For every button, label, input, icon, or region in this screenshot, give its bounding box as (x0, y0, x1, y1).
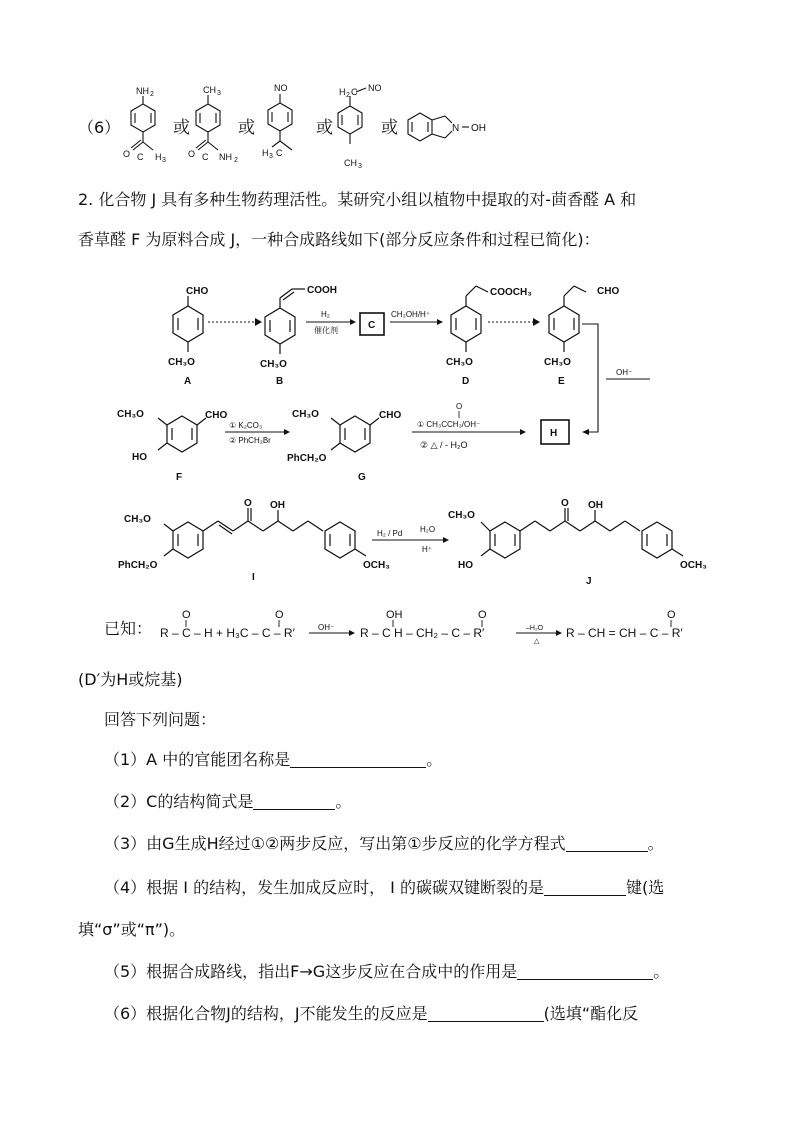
q2-line2: 香草醛 F 为原料合成 J，一种合成路线如下(部分反应条件和过程已简化)： (78, 230, 600, 249)
arrow-fg-head (284, 429, 290, 435)
f-oh: HO (132, 452, 147, 463)
compound-d (451, 286, 488, 352)
q2-line1: 2. 化合物 J 具有多种生物药理活性。某研究小组以植物中提取的对-茴香醛 A 和 (78, 190, 637, 209)
question-2: （2）C的结构简式是 。 (104, 792, 352, 811)
g-ome: CH₃O (292, 409, 319, 420)
i-o: O (244, 498, 252, 509)
answer-blank-3[interactable] (566, 835, 648, 852)
s1-bot-sub2: 3 (162, 157, 166, 164)
arrow-cd-top: CH₃OH/H⁺ (391, 310, 431, 319)
arrow-de-head (533, 318, 540, 326)
s2-bot: C (202, 152, 209, 162)
g-label: G (358, 472, 366, 483)
arrow-fg-top: ① K₂CO₃ (229, 421, 263, 430)
compound-a (173, 296, 203, 352)
note: (D′为H或烷基) (78, 670, 183, 689)
compound-g (331, 416, 379, 452)
answer-prompt: 回答下列问题： (104, 710, 217, 729)
known-eq-mid: R – C H – CH₂ – C – R′ (360, 626, 485, 640)
known-eq-right: R – CH = CH – C – R′ (566, 626, 683, 640)
d-label: D (462, 376, 470, 387)
a-label: A (184, 376, 192, 387)
e-label: E (558, 376, 565, 387)
s2-bot-r: NH (219, 152, 232, 162)
arrow-gh-top: ① CH₃CCH₃/OH⁻ (417, 420, 481, 429)
arrow-bc-top: H₂ (321, 310, 330, 319)
d-ome: CH₃O (446, 357, 473, 368)
bracket-eh-head (582, 429, 589, 435)
or-3: 或 (316, 118, 333, 138)
s1-top-sub: 2 (150, 91, 154, 98)
known-o4: O (667, 609, 676, 621)
a-ome: CH₃O (168, 357, 195, 368)
question-4-cont: 填“σ”或“π”)。 (78, 920, 186, 939)
or-4: 或 (381, 118, 398, 138)
compound-f (158, 416, 206, 452)
d-ester: COOCH₃ (490, 287, 532, 298)
s4-top-sub: 2 (346, 92, 350, 99)
b-ome: CH₃O (260, 359, 287, 370)
compound-i (164, 508, 366, 558)
answer-blank-1[interactable] (290, 751, 426, 768)
i-obn: PhCH₂O (118, 560, 158, 571)
s4-no: NO (368, 83, 382, 93)
arrow-ij-bot: H⁺ (422, 545, 432, 554)
c-label: C (368, 320, 376, 331)
s2-o: O (188, 149, 196, 159)
g-cho: CHO (379, 410, 402, 421)
f-ome: CH₃O (117, 409, 144, 420)
compound-j (481, 508, 683, 558)
a-cho: CHO (186, 286, 209, 297)
i-ome: CH₃O (124, 514, 151, 525)
arrow-eh-top: OH⁻ (616, 368, 633, 377)
or-1: 或 (173, 118, 190, 138)
j-oh: OH (588, 500, 603, 511)
f-cho: CHO (205, 410, 228, 421)
known-eq-left: R – C – H + H₃C – C – R′ (160, 626, 295, 640)
question-6: （6）根据化合物J的结构，J不能发生的反应是 (选填“酯化反 (104, 1004, 639, 1023)
s3-bot-sub: 3 (269, 153, 273, 160)
arrow-ab-head (255, 318, 262, 326)
arrow-ij-mid: H₂O (420, 525, 436, 534)
or-2: 或 (238, 118, 255, 138)
i-ome2: OCH₃ (363, 560, 390, 571)
answer-blank-2[interactable] (253, 793, 335, 810)
s4-bot: CH (344, 158, 357, 168)
j-label: J (586, 576, 592, 587)
s1-bot-sub: H (155, 152, 162, 162)
compound-b (265, 289, 305, 354)
bracket-eh (582, 324, 598, 432)
j-o: O (561, 498, 569, 509)
known-label: 已知： (104, 619, 153, 638)
j-ho: HO (458, 560, 473, 571)
s2-top: CH (203, 85, 216, 95)
e-ome: CH₃O (544, 357, 571, 368)
s1-o: O (123, 149, 131, 159)
arrow-bc-bot: 催化剂 (314, 326, 338, 335)
arrow-fg-bot: ② PhCH₂Br (229, 436, 271, 445)
j-ome2: OCH₃ (680, 560, 707, 571)
known-arrow2-bot: △ (534, 638, 540, 645)
known-arrow1-label: OH⁻ (318, 623, 335, 632)
s3-bot: H (262, 148, 269, 158)
s5-oh: OH (471, 123, 486, 134)
f-label: F (176, 472, 183, 483)
row6-label: （6） (78, 118, 121, 137)
known-oh: OH (386, 609, 403, 621)
known-o3: O (478, 609, 487, 621)
question-5: （5）根据合成路线，指出F→G这步反应在合成中的作用是 。 (104, 962, 670, 981)
s3-bot-c: C (276, 148, 283, 158)
s2-bot-r-sub: 2 (234, 157, 238, 164)
i-oh: OH (270, 500, 285, 511)
known-o2: O (275, 609, 284, 621)
s4-bot-sub: 3 (358, 163, 362, 170)
arrow-ij-top: H₂ / Pd (377, 529, 403, 538)
answer-blank-6[interactable] (428, 1005, 544, 1022)
compound-e (549, 286, 586, 352)
s4-top: H (339, 87, 346, 97)
arrow-cd-head (437, 319, 443, 325)
s2-top-sub: 3 (217, 90, 221, 97)
arrow-gh-o: O (456, 402, 463, 411)
question-4: （4）根据 I 的结构，发生加成反应时， I 的碳碳双键断裂的是 键(选 (104, 878, 665, 897)
arrow-ij-head (443, 537, 449, 543)
b-cooh: COOH (307, 285, 337, 296)
known-arrow2-top: –H₂O (526, 625, 544, 632)
b-label: B (276, 376, 284, 387)
i-label: I (252, 572, 255, 583)
known-o1: O (182, 609, 191, 621)
arrow-bc-head (350, 319, 356, 325)
arrow-gh-bot: ② △ / - H₂O (420, 440, 468, 450)
question-1: （1）A 中的官能团名称是 。 (104, 750, 443, 769)
s5-n: N (452, 123, 460, 134)
question-3: （3）由G生成H经过①②两步反应，写出第①步反应的化学方程式 。 (104, 834, 664, 853)
arrow-gh-head (520, 429, 526, 435)
s1-top: NH (136, 86, 149, 96)
e-cho: CHO (597, 286, 620, 297)
s4-top-c: C (351, 87, 358, 97)
answer-blank-4[interactable] (544, 879, 626, 896)
answer-blank-5[interactable] (517, 963, 653, 980)
s3-top: NO (274, 83, 288, 93)
j-ome: CH₃O (448, 510, 475, 521)
s1-bot: C (137, 152, 144, 162)
h-label: H (550, 428, 558, 439)
g-obn: PhCH₂O (287, 453, 327, 464)
